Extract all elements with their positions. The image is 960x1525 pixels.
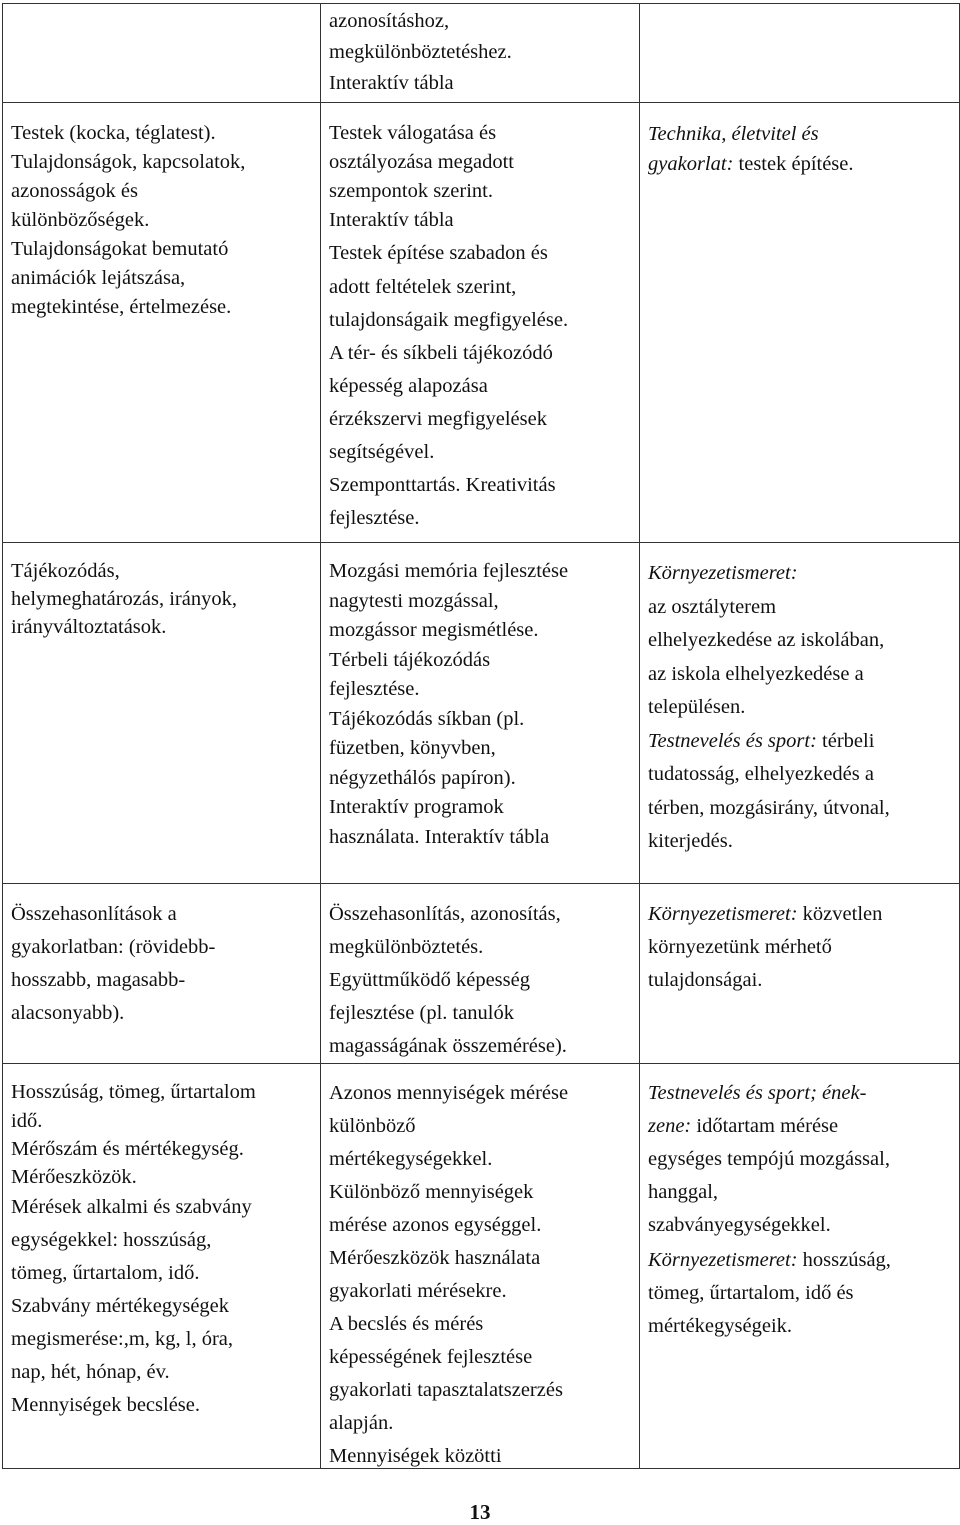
subject-name: Technika, életvitel és [648,123,819,145]
cell-text: térbeli [816,729,875,752]
table-row [3,884,960,1064]
cell-line: mértékegységekkel. [329,1148,493,1170]
cell-line: osztályozása megadott [329,151,515,173]
cell-line: gyakorlatban: (rövidebb- [11,936,216,958]
subject-name: Testnevelés és sport; ének- [648,1082,867,1104]
curriculum-table [2,3,960,1469]
cell-line: idő. [11,1110,43,1132]
cell-line: szabványegységekkel. [648,1214,831,1236]
cell-line: Együttműködő képesség [329,969,530,991]
cell-line: tulajdonságai. [648,969,763,991]
cell-line: Mérőszám és mértékegység. [11,1138,244,1160]
cell-line: Különböző mennyiségek [329,1181,534,1203]
cell-line: különböző [329,1115,416,1137]
table-cell-topic [3,884,321,1064]
table-cell-activities [321,884,640,1064]
cell-line: megtekintése, értelmezése. [11,296,232,318]
cell-line [648,725,951,759]
cell-text: testek építése. [733,153,854,175]
table-cell-activities [321,543,640,884]
cell-line: segítségével. [329,441,435,463]
cell-line: megkülönböztetéshez. [329,41,512,63]
page-number: 13 [469,1500,491,1524]
cell-line: képességének fejlesztése [329,1346,533,1368]
table-cell-topic [3,543,321,884]
cell-line: gyakorlati tapasztalatszerzés [329,1379,563,1401]
cell-line: környezetünk mérhető [648,936,832,958]
cell-line: nap, hét, hónap, év. [11,1361,170,1383]
cell-line [648,557,951,591]
cell-line: Tulajdonságokat bemutató [11,238,229,260]
cell-line: Interaktív tábla [329,72,454,94]
cell-line: tudatosság, elhelyezkedés a [648,763,874,785]
table-row [3,103,960,543]
subject-name: Környezetismeret: [648,562,798,584]
cell-line [648,1110,951,1143]
cell-line: Testek építése szabadon és [329,242,548,264]
cell-line: használata. Interaktív tábla [329,825,550,848]
cell-line: elhelyezkedése az iskolában, [648,629,885,651]
cell-line: hosszabb, magasabb- [11,969,186,991]
cell-line: érzékszervi megfigyelések [329,408,547,430]
cell-text: közvetlen [797,903,883,925]
cell-line [648,1244,951,1277]
subject-name: Környezetismeret: [648,903,798,925]
table-cell-connections [640,884,960,1064]
cell-line: hanggal, [648,1181,719,1203]
cell-line: tulajdonságaik megfigyelése. [329,309,569,331]
cell-line: tömeg, űrtartalom, idő. [11,1262,200,1284]
cell-line: Mérőeszközök használata [329,1247,541,1269]
cell-line: A becslés és mérés [329,1313,484,1335]
cell-line: adott feltételek szerint, [329,276,517,298]
cell-line: négyzethálós papíron). [329,766,516,789]
cell-line: helymeghatározás, irányok, [11,588,237,610]
cell-line: alacsonyabb). [11,1002,125,1024]
cell-line: kiterjedés. [648,830,733,852]
table-cell-connections [640,543,960,884]
table-cell-topic [3,103,321,543]
cell-text: hosszúság, [797,1249,891,1271]
cell-line: Testek válogatása és [329,122,497,144]
cell-line: Szemponttartás. Kreativitás [329,474,556,496]
cell-line: az iskola elhelyezkedése a [648,662,864,685]
cell-line: Tájékozódás síkban (pl. [329,707,525,730]
cell-line: fejlesztése. [329,678,420,700]
table-cell-connections [640,1064,960,1469]
cell-line: Interaktív programok [329,796,504,818]
table-cell-connections [640,103,960,543]
cell-line: tömeg, űrtartalom, idő és [648,1282,854,1304]
cell-line: Összehasonlítás, azonosítás, [329,903,561,925]
cell-line: településen. [648,696,746,718]
cell-line [648,149,951,179]
cell-line: Mozgási memória fejlesztése [329,560,569,582]
cell-line: fejlesztése. [329,507,420,529]
cell-line: azonosságok és [11,180,138,202]
table-cell-activities [321,1064,640,1469]
cell-line: azonosításhoz, [329,10,450,32]
cell-text: időtartam mérése [691,1115,839,1137]
table-row [3,1064,960,1469]
cell-line: Térbeli tájékozódás [329,648,491,671]
cell-line: egységekkel: hosszúság, [11,1229,212,1251]
cell-line: mérése azonos egységgel. [329,1214,542,1236]
cell-line: Mennyiségek közötti [329,1445,502,1467]
cell-line: Összehasonlítások a [11,903,177,925]
cell-line: Mérőeszközök. [11,1166,137,1188]
cell-line: mértékegységeik. [648,1315,793,1337]
cell-line: az osztályterem [648,595,777,618]
cell-line: Tulajdonságok, kapcsolatok, [11,151,246,173]
cell-line: megkülönböztetés. [329,936,484,958]
cell-line: Szabvány mértékegységek [11,1295,230,1317]
cell-line: gyakorlati mérésekre. [329,1280,507,1302]
cell-line: A tér- és síkbeli tájékozódó [329,342,553,364]
cell-line: Hosszúság, tömeg, űrtartalom [11,1081,256,1103]
cell-line: Azonos mennyiségek mérése [329,1082,569,1104]
cell-line: Testek (kocka, téglatest). [11,122,216,144]
cell-line: Tájékozódás, [11,560,120,582]
table-cell-topic [3,1064,321,1469]
cell-line: fejlesztése (pl. tanulók [329,1002,515,1024]
cell-line: különbözőségek. [11,209,150,231]
subject-name: Testnevelés és sport: [648,729,817,752]
cell-line: alapján. [329,1412,394,1434]
cell-line: egységes tempójú mozgással, [648,1148,890,1170]
cell-line: mozgássor megismétlése. [329,619,539,641]
table-cell-topic [3,4,321,103]
cell-line: megismerése:,m, kg, l, óra, [11,1328,234,1350]
table-row [3,4,960,103]
cell-line: füzetben, könyvben, [329,737,496,759]
cell-line: nagytesti mozgással, [329,589,499,612]
cell-line: Mennyiségek becslése. [11,1394,200,1416]
table-cell-activities [321,4,640,103]
cell-line: képesség alapozása [329,375,488,397]
cell-line [648,898,951,931]
cell-line: magasságának összemérése). [329,1035,567,1057]
table-cell-connections [640,4,960,103]
table-cell-activities [321,103,640,543]
cell-line: animációk lejátszása, [11,267,186,289]
cell-line [648,1077,951,1110]
cell-line: Mérések alkalmi és szabvány [11,1196,252,1218]
subject-name: gyakorlat: [648,153,734,175]
subject-name: Környezetismeret: [648,1249,798,1271]
subject-name: zene: [648,1115,692,1137]
cell-line: irányváltoztatások. [11,616,167,638]
cell-line: térben, mozgásirány, útvonal, [648,796,890,819]
cell-line: Interaktív tábla [329,209,454,231]
cell-line: szempontok szerint. [329,180,493,202]
cell-line [648,119,951,149]
table-row [3,543,960,884]
